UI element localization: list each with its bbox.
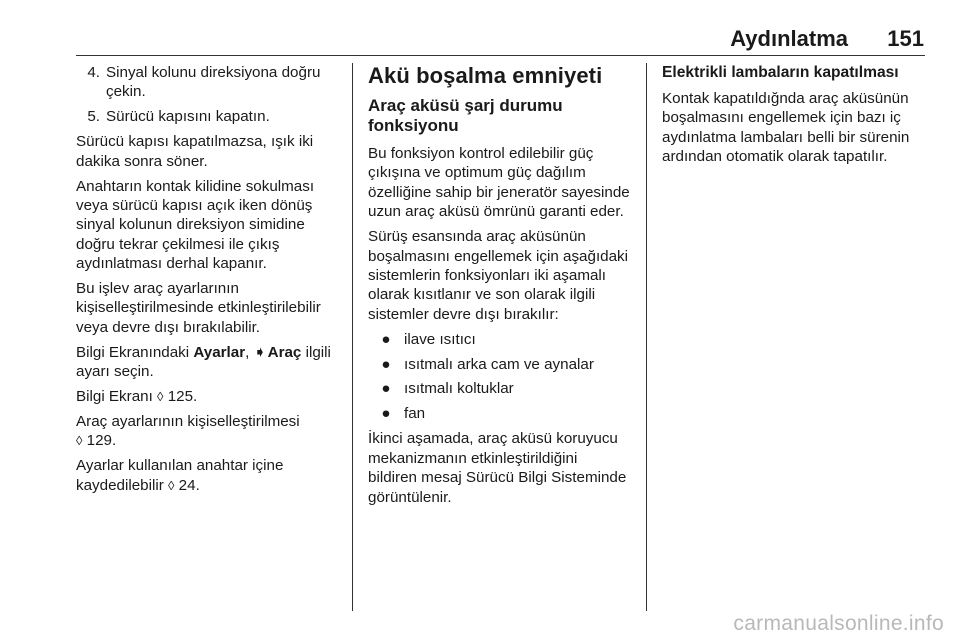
reference-icon: ◊ bbox=[76, 433, 83, 449]
bullet-icon: ● bbox=[381, 355, 391, 373]
text-fragment: Araç ayarlarının kişiselleştirilmesi bbox=[76, 413, 300, 430]
watermark: carmanualsonline.info bbox=[733, 612, 944, 635]
paragraph: Sürücü kapısı kapatılmazsa, ışık iki dakika sonra söner. bbox=[76, 133, 314, 170]
cross-reference bbox=[76, 456, 338, 495]
section-title: Aydınlatma bbox=[730, 26, 848, 51]
list-item bbox=[76, 107, 338, 126]
text-fragment: Bilgi Ekranındaki bbox=[76, 343, 194, 361]
column-3 bbox=[662, 63, 924, 172]
section-heading: Akü boşalma emniyeti bbox=[368, 63, 603, 88]
subsection-heading: Araç aküsü şarj durumu fonksiyonu bbox=[368, 96, 563, 135]
reference-icon: ◊ bbox=[168, 477, 175, 493]
column-divider-1 bbox=[352, 63, 353, 611]
paragraph: Bu fonksiyon kontrol edilebilir güç çıkışına ve optimum güç dağılım özelliğine sahip bir jeneratör sayesinde uzun araç aküsü ömrünü garanti eder. bbox=[368, 145, 630, 221]
list-item bbox=[76, 63, 338, 102]
menu-ayarlar-label: Ayarlar bbox=[193, 343, 246, 361]
text-fragment: Bilgi Ekranı bbox=[76, 388, 158, 406]
list-text: ilave ısıtıcı bbox=[404, 330, 476, 348]
column-2 bbox=[368, 63, 630, 512]
reference-icon: ◊ bbox=[157, 389, 164, 405]
list-item bbox=[368, 379, 630, 398]
bullet-icon: ● bbox=[381, 380, 391, 398]
paragraph: Bu işlev araç ayarlarının kişiselleştirilmesinde etkinleştirilebilir veya devre dışı bırakılabilir. bbox=[76, 280, 321, 336]
list-text: fan bbox=[404, 405, 426, 423]
page-number: 151 bbox=[887, 26, 924, 51]
paragraph: Anahtarın kontak kilidine sokulması veya sürücü kapısı açık iken dönüş sinyal kolunun direksiyon simidine doğru tekrar çekilmesi ile çıkış aydınlatması derhal kapanır. bbox=[76, 177, 315, 273]
cross-reference bbox=[76, 412, 338, 451]
paragraph: Kontak kapatıldığnda araç aküsünün boşalmasını engellemek için bazı iç aydınlatma lambaları belli bir sürenin ardından otomatik olarak tapatılır. bbox=[662, 90, 910, 166]
paragraph: İkinci aşamada, araç aküsü koruyucu mekanizmanın etkinleştirildiğini bildiren mesaj Sürücü Bilgi Sisteminde görüntülenir. bbox=[368, 430, 627, 506]
list-text: ısıtmalı koltuklar bbox=[404, 380, 514, 398]
list-number: 5. bbox=[87, 108, 100, 126]
list-item bbox=[368, 404, 630, 423]
column-1 bbox=[76, 63, 338, 501]
column-divider-2 bbox=[646, 63, 647, 611]
reference-page: 129. bbox=[82, 432, 117, 450]
paragraph-settings bbox=[76, 343, 338, 382]
page-header bbox=[0, 0, 960, 60]
list-text: Sürücü kapısını kapatın. bbox=[106, 108, 270, 126]
text-fragment: ilgili ayarı seçin. bbox=[76, 343, 331, 381]
header-rule bbox=[76, 55, 925, 56]
list-item bbox=[368, 330, 630, 349]
menu-arac-label: Araç bbox=[267, 343, 302, 361]
bullet-icon: ● bbox=[381, 405, 391, 423]
list-text: ısıtmalı arka cam ve aynalar bbox=[404, 355, 594, 373]
list-text: Sinyal kolunu direksiyona doğru çekin. bbox=[106, 64, 321, 101]
reference-page: 125. bbox=[163, 388, 198, 406]
list-item bbox=[368, 355, 630, 374]
list-number: 4. bbox=[87, 64, 100, 81]
text-fragment: Ayarlar kullanılan anahtar içine kaydedilebilir bbox=[76, 457, 284, 494]
text-fragment: , bbox=[245, 343, 254, 361]
arrow-icon: ➧ bbox=[253, 343, 267, 361]
section-heading: Elektrikli lambaların kapatılması bbox=[662, 64, 899, 81]
bullet-list bbox=[368, 330, 630, 424]
cross-reference bbox=[76, 387, 338, 406]
reference-page: 24. bbox=[174, 476, 200, 494]
paragraph: Sürüş esansında araç aküsünün boşalmasını engellemek için aşağıdaki sistemlerin fonksiyonları iki aşamalı olarak kısıtlanır ve son olarak ilgili sistemler devre dışı bırakılır: bbox=[368, 228, 629, 323]
bullet-icon: ● bbox=[381, 330, 391, 348]
